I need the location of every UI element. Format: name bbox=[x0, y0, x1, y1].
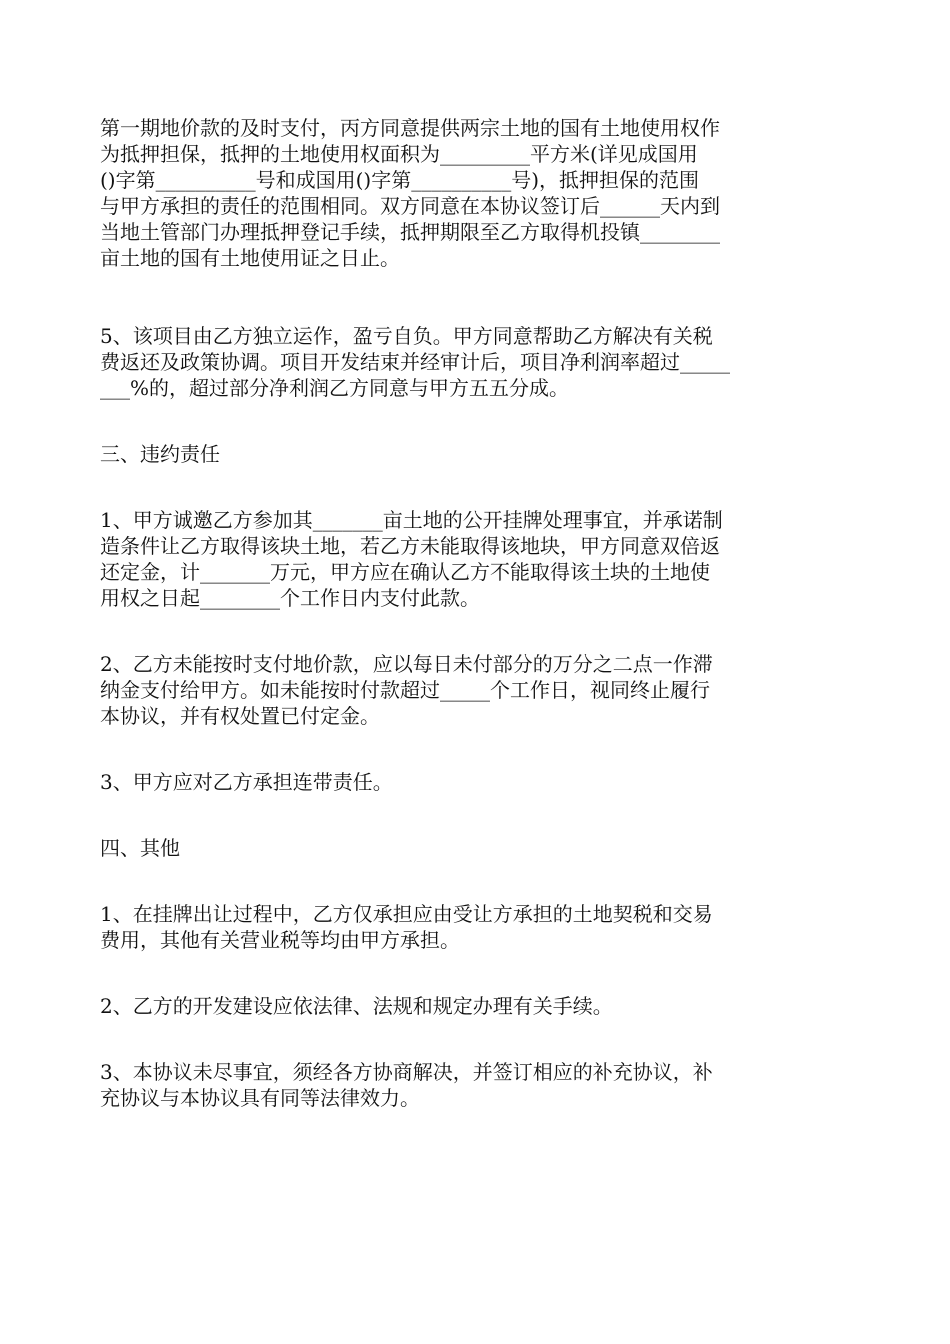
paragraph-gap bbox=[100, 861, 852, 901]
paragraph-other-2: 2、乙方的开发建设应依法律、法规和规定办理有关手续。 bbox=[100, 994, 613, 1018]
paragraph-other-1: 1、在挂牌出让过程中，乙方仅承担应由受让方承担的土地契税和交易 费用，其他有关营业税等均由甲方承担。 bbox=[100, 902, 713, 952]
paragraph-gap bbox=[100, 467, 852, 507]
paragraph-gap bbox=[100, 611, 852, 651]
paragraph-other-3: 3、本协议未尽事宜，须经各方协商解决，并签订相应的补充协议，补 充协议与本协议具有同等法律效力。 bbox=[100, 1060, 713, 1110]
section-heading-breach: 三、违约责任 bbox=[100, 442, 220, 466]
paragraph-gap bbox=[100, 953, 852, 993]
paragraph-gap bbox=[100, 401, 852, 441]
paragraph-gap bbox=[100, 271, 852, 323]
section-heading-other: 四、其他 bbox=[100, 836, 180, 860]
paragraph-item-5-profit: 5、该项目由乙方独立运作，盈亏自负。甲方同意帮助乙方解决有关税 费返还及政策协调。项目开发结束并经审计后，项目净利润率超过_____ ___%的，超过部分净利润乙方同意与甲方五五分成。 bbox=[100, 324, 730, 400]
paragraph-mortgage-guarantee: 第一期地价款的及时支付，丙方同意提供两宗土地的国有土地使用权作 为抵押担保，抵押的土地使用权面积为_________平方米(详见成国用 ()字第__________号和成国用()字第__________号)，抵押担保的范围 与甲方承担的责任的范围相同。双方同意在本协议签订后______天内到 当地土管部门办理抵押登记手续，抵押期限至乙方取得机投镇________ 亩土地的国有土地使用证之日止。 bbox=[100, 116, 720, 270]
paragraph-gap bbox=[100, 729, 852, 769]
paragraph-breach-1: 1、甲方诚邀乙方参加其_______亩土地的公开挂牌处理事宜，并承诺制 造条件让乙方取得该块土地，若乙方未能取得该地块，甲方同意双倍返 还定金，计_______万元，甲方应在确认乙方不能取得该土块的土地使 用权之日起________个工作日内支付此款。 bbox=[100, 508, 723, 610]
paragraph-gap bbox=[100, 1019, 852, 1059]
paragraph-breach-2: 2、乙方未能按时支付地价款，应以每日未付部分的万分之二点一作滞 纳金支付给甲方。如未能按时付款超过_____个工作日，视同终止履行 本协议，并有权处置已付定金。 bbox=[100, 652, 713, 728]
paragraph-breach-3: 3、甲方应对乙方承担连带责任。 bbox=[100, 770, 393, 794]
paragraph-gap bbox=[100, 795, 852, 835]
document-page bbox=[100, 115, 852, 1111]
